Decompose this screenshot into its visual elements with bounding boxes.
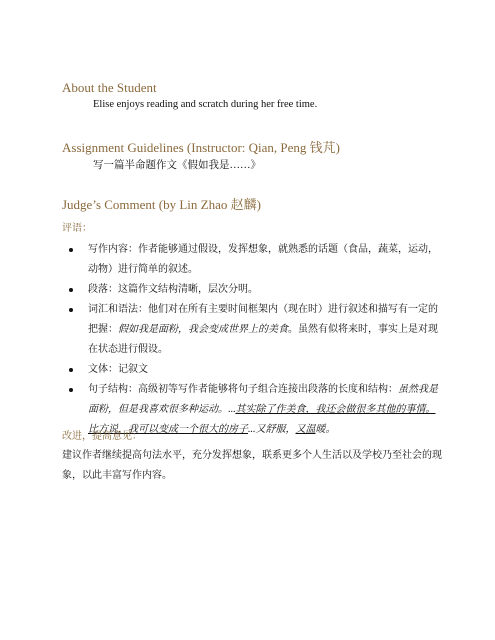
bullet-underlined-word: 又温 (295, 424, 316, 435)
bullet-quote-underlined: 其实除了作美食，我还会做很多其他的事情。比方说，我可以变成一个很大的房子 (88, 404, 436, 435)
judge-heading: Judge’s Comment (by Lin Zhao 赵麟) (62, 197, 261, 212)
bullet-text: 写作内容：作者能够通过假设，发挥想象，就熟悉的话题（食品，蔬菜，运动，动物）进行简单的叙述。 (88, 244, 438, 275)
bullet-ellipsis: ... (228, 404, 236, 415)
bullet-dot (69, 288, 73, 292)
bullet-quote: 假如我是面粉，我会变成世界上的美食 (118, 324, 288, 335)
comment-item-genre (62, 360, 442, 380)
comment-item-vocabulary (62, 300, 442, 360)
comment-item-paragraph (62, 280, 442, 300)
bullet-quote: 虽然我是面粉，但是我喜欢很多种运动。 (88, 384, 438, 415)
improve-label: 改进，提高意见： (62, 431, 142, 442)
bullet-quote-continued: ...又舒服， (248, 424, 296, 435)
bullet-label: 句子结构：高级初等写作者能够将句子组合连接出段落的长度和结构： (88, 384, 398, 395)
comment-list (62, 240, 442, 440)
bullet-dot (69, 388, 73, 392)
bullet-tail: 暖。 (315, 424, 336, 435)
guidelines-heading: Assignment Guidelines (Instructor: Qian, Peng 钱芃) (62, 140, 341, 155)
about-text: Elise enjoys reading and scratch during her free time. (93, 99, 318, 110)
bullet-tail: 。虽然有似将来时，事实上是对现在状态进行假设。 (88, 324, 438, 355)
bullet-text: 文体：记叙文 (88, 364, 148, 375)
bullet-label: 词汇和语法：他们对在所有主要时间框架内（现在时）进行叙述和描写有一定的把握： (88, 304, 438, 335)
improve-text: 建议作者继续提高句法水平，充分发挥想象，联系更多个人生活以及学校乃至社会的现象，以此丰富写作内容。 (62, 450, 442, 481)
comment-label: 评语： (62, 223, 92, 234)
comment-item-content (62, 240, 442, 280)
bullet-dot (69, 308, 73, 312)
bullet-dot (69, 248, 73, 252)
guidelines-text: 写一篇半命题作文《假如我是……》 (93, 160, 261, 171)
bullet-text: 段落：这篇作文结构清晰，层次分明。 (88, 284, 258, 295)
about-heading: About the Student (62, 80, 157, 95)
bullet-dot (69, 368, 73, 372)
